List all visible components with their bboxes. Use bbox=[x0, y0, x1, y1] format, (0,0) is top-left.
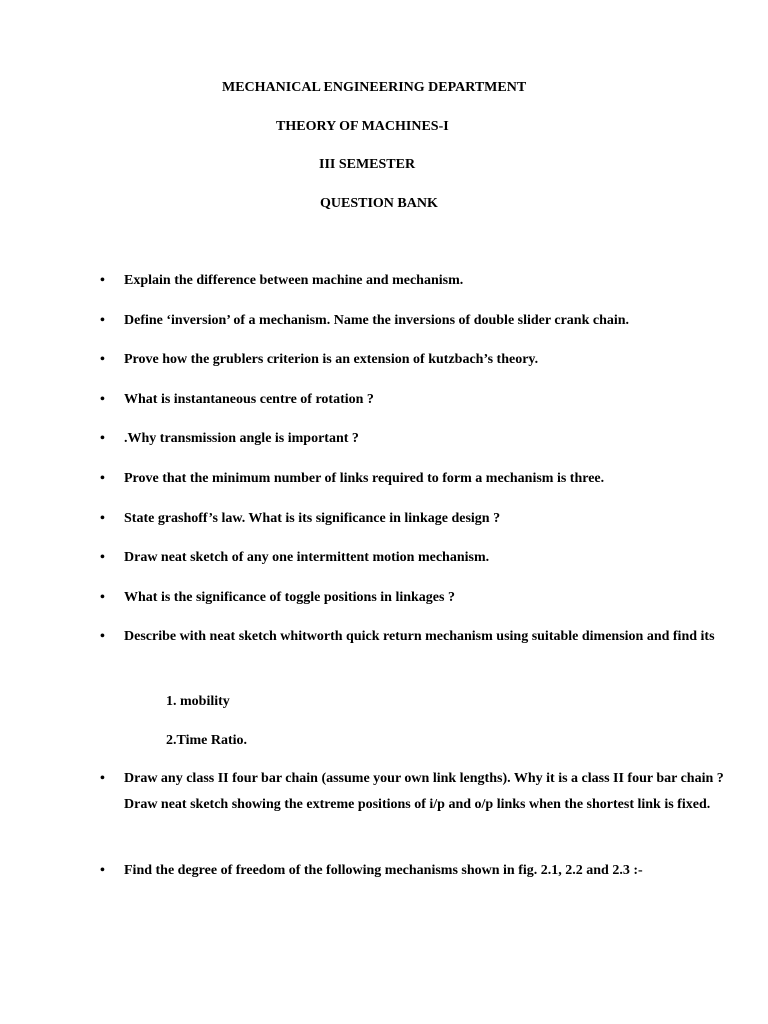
bullet-icon: • bbox=[100, 313, 105, 328]
question-text: State grashoff’s law. What is its significance in linkage design ? bbox=[124, 511, 501, 526]
question-text: Draw neat sketch of any one intermittent motion mechanism. bbox=[124, 550, 490, 565]
question-text: .Why transmission angle is important ? bbox=[124, 431, 359, 446]
question-text: Define ‘inversion’ of a mechanism. Name the inversions of double slider crank chain. bbox=[124, 313, 630, 328]
bullet-icon: • bbox=[100, 352, 105, 367]
bullet-icon: • bbox=[100, 590, 105, 605]
sub-item-mobility: 1. mobility bbox=[166, 694, 230, 709]
question-text: Prove that the minimum number of links required to form a mechanism is three. bbox=[124, 471, 605, 486]
question-text: Prove how the grublers criterion is an extension of kutzbach’s theory. bbox=[124, 352, 539, 367]
document-title: QUESTION BANK bbox=[320, 196, 438, 211]
bullet-icon: • bbox=[100, 771, 105, 786]
bullet-icon: • bbox=[100, 550, 105, 565]
department-heading: MECHANICAL ENGINEERING DEPARTMENT bbox=[222, 80, 527, 95]
semester-heading: III SEMESTER bbox=[319, 157, 416, 172]
bullet-icon: • bbox=[100, 629, 105, 644]
bullet-icon: • bbox=[100, 273, 105, 288]
bullet-icon: • bbox=[100, 431, 105, 446]
question-text: Find the degree of freedom of the following mechanisms shown in fig. 2.1, 2.2 and 2.3 :- bbox=[124, 863, 643, 878]
sub-item-time-ratio: 2.Time Ratio. bbox=[166, 733, 248, 748]
question-text: Describe with neat sketch whitworth quick return mechanism using suitable dimension and find its bbox=[124, 629, 715, 644]
bullet-icon: • bbox=[100, 511, 105, 526]
question-text: What is instantaneous centre of rotation ? bbox=[124, 392, 374, 407]
bullet-icon: • bbox=[100, 392, 105, 407]
bullet-icon: • bbox=[100, 863, 105, 878]
question-text: Explain the difference between machine and mechanism. bbox=[124, 273, 464, 288]
question-text: What is the significance of toggle positions in linkages ? bbox=[124, 590, 455, 605]
question-text: Draw any class II four bar chain (assume your own link lengths). Why it is a class II four bar chain ? Draw neat sketch showing the extreme positions of i/p and o/p links when the shortest link is fixed. bbox=[124, 771, 724, 812]
subject-heading: THEORY OF MACHINES-I bbox=[276, 119, 449, 134]
bullet-icon: • bbox=[100, 471, 105, 486]
